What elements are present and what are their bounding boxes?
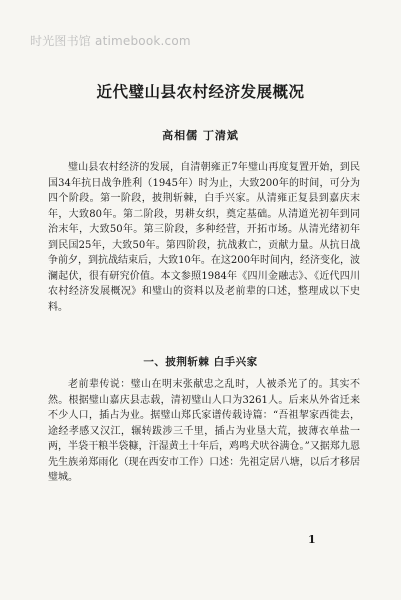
- watermark: 时光图书馆 atimebook.com: [30, 34, 191, 48]
- section-paragraph: 老前辈传说：璧山在明末张献忠之乱时，人被杀光了的。其实不然。根据璧山嘉庆县志载，清初璧山人口为3261人。后来从外省迁来不少人口，插占为业。据璧山郑氏家谱传载诗篇：“吾祖挈家西徙去，途经孝感又汉江，辗转跋涉三千里，插占为业垦大荒，披薄衣单盐一两，半袋干粮半袋糠，汗湿黄土十年后，鸡鸣犬吠谷满仓。”又据郑九恩先生族弟郑雨化（现在西安市工作）口述：先祖定居八塘，以后才移居璧城。: [48, 379, 360, 483]
- section-body: [48, 377, 360, 486]
- article-authors: 高相儒 丁清斌: [162, 129, 239, 142]
- page-number: 1: [308, 533, 316, 546]
- intro-section: [48, 160, 360, 315]
- article-title: 近代璧山县农村经济发展概况: [96, 82, 305, 101]
- section-heading: 一、披荆斩棘 白手兴家: [143, 356, 258, 368]
- intro-paragraph: 璧山县农村经济的发展，自清朝雍正7年璧山再度复置开始，到民国34年抗日战争胜利（1945年）时为止，大致200年的时间，可分为四个阶段。第一阶段，披荆斩棘，白手兴家。从清雍正复县到嘉庆末年，大致80年。第二阶段，男耕女织，奠定基础。从清道光初年到同治末年，大致50年。第三阶段，多种经营，开拓市场。从清光绪初年到民国25年，大致50年。第四阶段，抗战救亡，贡献力量。从抗日战争前夕，到抗战结束后，大致10年。在这200年时间内，经济变化，波澜起伏，很有研究价值。本文参照1984年《四川金融志》、《近代四川农村经济发展概况》和璧山的资料以及老前辈的口述，整理成以下史料。: [48, 162, 360, 313]
